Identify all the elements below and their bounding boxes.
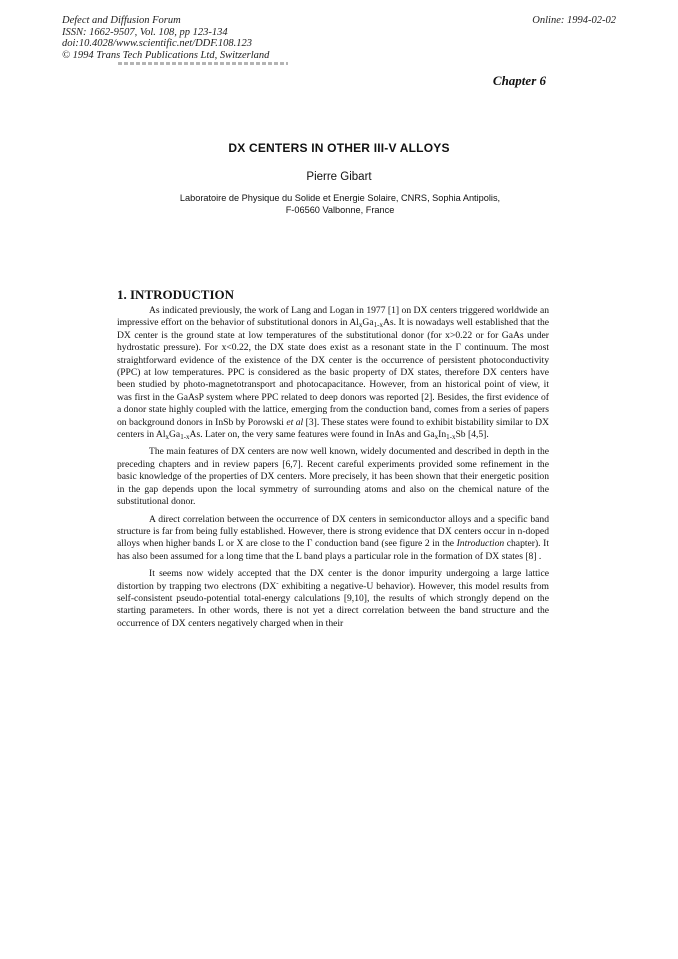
chapter-label: Chapter 6 [492, 73, 546, 88]
journal-name: Defect and Diffusion Forum [62, 15, 181, 26]
section-heading: 1. INTRODUCTION [117, 287, 235, 302]
paper-title: DX CENTERS IN OTHER III-V ALLOYS [228, 141, 450, 155]
journal-metadata [62, 15, 269, 61]
paragraph-1: As indicated previously, the work of Lang and Logan in 1977 [1] on DX centers triggered worldwide an impressive effort on the behavior of substitutional donors in $Al_xGa_{1-x}As$. It is nowadays well established that the DX center is the ground state at low temperatures of the substitutional donor (for x>0.22 or for GaAs under hydrostatic pressure). For x<0.22, the DX state does exist as a resonant state in the Γ continuum. The most straightforward evidence of the existence of the DX center is the occurrence of persistent photoconductivity (PPC) at low temperatures. PPC is considered as the basic property of DX states, therefore DX centers have been studied by photo-magnetotransport and photocapacitance. However, from an historical point of view, it was first in the GaAsP system where PPC related to deep donors was reported [2]. Besides, the first evidence of a donor state highly coupled with the lattice, emerging from the conduction band, comes from a series of papers on background donors in InSb by Porowski et al [3]. These states were found to exhibit bistability similar to DX centers in $Al_xGa_{1-x}As$. Later on, the very same features were found in InAs and $Ga_xIn_{1-x}Sb$ [4,5]. [117, 305, 550, 442]
paragraph-2: The main features of DX centers are now well known, widely documented and described in depth in the preceding chapters and in review papers [6,7]. Recent careful experiments provided some refinement in the basic knowledge of the properties of DX centers. More precisely, it has been shown that their energetic position in the gap depends upon the local symmetry of surrounding atoms and also on the chemical nature of the substitutional donor. [117, 446, 549, 508]
body-text [117, 305, 549, 635]
paragraph-3: A direct correlation between the occurrence of DX centers in semiconductor alloys and a specific band structure is far from being fully established. However, there is strong evidence that DX centers occur in n-doped alloys when higher bands L or X are close to the Γ conduction band (see figure 2 in the Introduction chapter). It has also been assumed for a long time that the L band plays a particular role in the formation of DX states [8] . [117, 513, 550, 562]
paragraph-4: It seems now widely accepted that the DX center is the donor impurity undergoing a large lattice distortion by trapping two electrons (DX- exhibiting a negative-U behavior). However, this model results from self-consistent pseudo-potential total-energy calculations [9,10], the results of which strongly depend on the starting parameters. In other words, there is not yet a direct correlation between the band structure and the occurrence of DX centers negatively charged when in their [117, 568, 549, 629]
affiliation [150, 192, 530, 216]
doi-line[interactable]: doi:10.4028/www.scientific.net/DDF.108.123 [62, 38, 253, 49]
scan-artifact [118, 62, 288, 65]
author-name: Pierre Gibart [306, 171, 372, 183]
copyright-line: © 1994 Trans Tech Publications Ltd, Switzerland [62, 49, 270, 61]
online-date: Online: 1994-02-02 [532, 15, 616, 26]
affiliation-line-2: F-06560 Valbonne, France [285, 205, 395, 215]
issn-line: ISSN: 1662-9507, Vol. 108, pp 123-134 [62, 26, 228, 38]
affiliation-line-1: Laboratoire de Physique du Solide et Energie Solaire, CNRS, Sophia Antipolis, [179, 193, 501, 203]
